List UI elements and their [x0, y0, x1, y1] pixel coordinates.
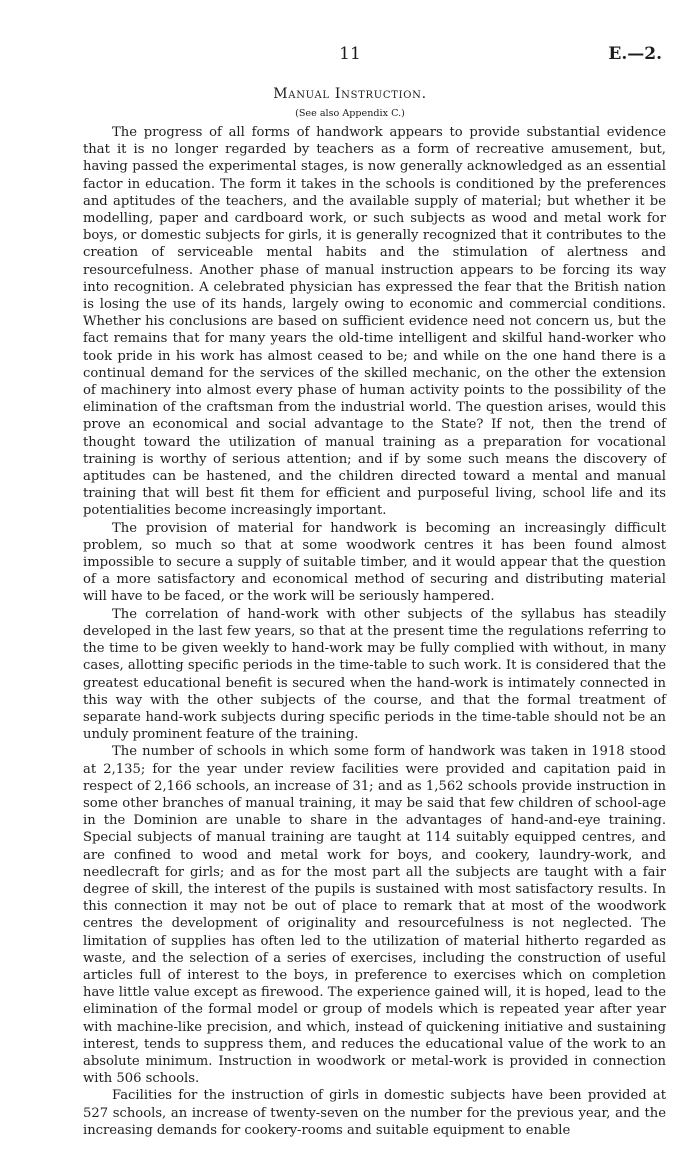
- paragraph: The provision of material for handwork is becoming an increasingly difficult problem, so much so that at some woodwork centres it has been found almost impossible to secure a supply of suitable timber, and it would appear that the question of a more satisfactory and economical method of securing and distributing material will have to be faced, or the work will be seriously hampered.: [83, 520, 666, 605]
- paragraph: The progress of all forms of handwork appears to provide substantial evidence that it is no longer regarded by teachers as a form of recreative amusement, but, having passed the experimental stages, is now generally acknowledged as an essential factor in education. The form it takes in the schools is conditioned by the preferences and aptitudes of the teachers, and the available supply of material; but whether it be modelling, paper and cardboard work, or such subjects as wood and metal work for boys, or domestic subjects for girls, it is generally recognized that it contributes to the creation of serviceable mental habits and the stimulation of alertness and resourcefulness. Another phase of manual instruction appears to be forcing its way into recognition. A celebrated physician has expressed the fear that the British nation is losing the use of its hands, largely owing to economic and commercial conditions. Whether his conclusions are based on sufficient evidence need not concern us, but the fact remains that for many years the old-time intelligent and skilful hand-worker who took pride in his work has almost ceased to be; and while on the one hand there is a continual demand for the services of the skilled mechanic, on the other the extension of machinery into almost every phase of human activity points to the possibility of the elimination of the craftsman from the industrial world. The question arises, would this prove an economical and social advantage to the State? If not, then the trend of thought toward the utilization of manual training as a preparation for vocational training is worthy of serious attention; and if by some such means the discovery of aptitudes can be hastened, and the children directed toward a mental and manual training that will best fit them for efficient and purposeful living, school life and its potentialities become increasingly important.: [83, 125, 666, 519]
- paragraph: The correlation of hand-work with other subjects of the syllabus has steadily developed in the last few years, so that at the present time the regulations referring to the time to be given weekly to hand-work may be fully complied with without, in many cases, allotting specific periods in the time-table to such work. It is considered that the greatest educational benefit is secured when the hand-work is intimately connected in this way with the other subjects of the course, and that the formal treatment of separate hand-work subjects during specific periods in the time-table should not be an unduly prominent feature of the training.: [83, 606, 666, 743]
- document-reference: E.—2.: [608, 44, 662, 64]
- body-text: [83, 124, 666, 1139]
- page-header: [0, 44, 700, 70]
- section-subtitle: (See also Appendix C.): [295, 108, 405, 119]
- paragraph: Facilities for the instruction of girls in domestic subjects have been provided at 527 schools, an increase of twenty-seven on the number for the previous year, and the increasing demands for cookery-rooms and suitable equipment to enable: [83, 1088, 666, 1138]
- section-title: Manual Instruction.: [273, 86, 427, 102]
- page-number: 11: [339, 44, 361, 64]
- paragraph: The number of schools in which some form of handwork was taken in 1918 stood at 2,135; for the year under review facilities were provided and capitation paid in respect of 2,166 schools, an increase of 31; and as 1,562 schools provide instruction in some other branches of manual training, it may be said that few children of school-age in the Dominion are unable to share in the advantages of hand-and-eye training. Special subjects of manual training are taught at 114 suitably equipped centres, and are confined to wood and metal work for boys, and cookery, laundry-work, and needlecraft for girls; and as for the most part all the subjects are taught with a fair degree of skill, the interest of the pupils is sustained with most satisfactory results. In this connection it may not be out of place to remark that at most of the woodwork centres the development of originality and resourcefulness is not neglected. The limitation of supplies has often led to the utilization of material hitherto regarded as waste, and the selection of a series of exercises, including the construction of useful articles full of interest to the boys, in preference to exercises which on completion have little value except as firewood. The experience gained will, it is hoped, lead to the elimination of the formal model or group of models which is repeated year after year with machine-like precision, and which, instead of quickening initiative and sustaining interest, tends to suppress them, and reduces the educational value of the work to an absolute minimum. Instruction in woodwork or metal-work is provided in connection with 506 schools.: [83, 744, 666, 1087]
